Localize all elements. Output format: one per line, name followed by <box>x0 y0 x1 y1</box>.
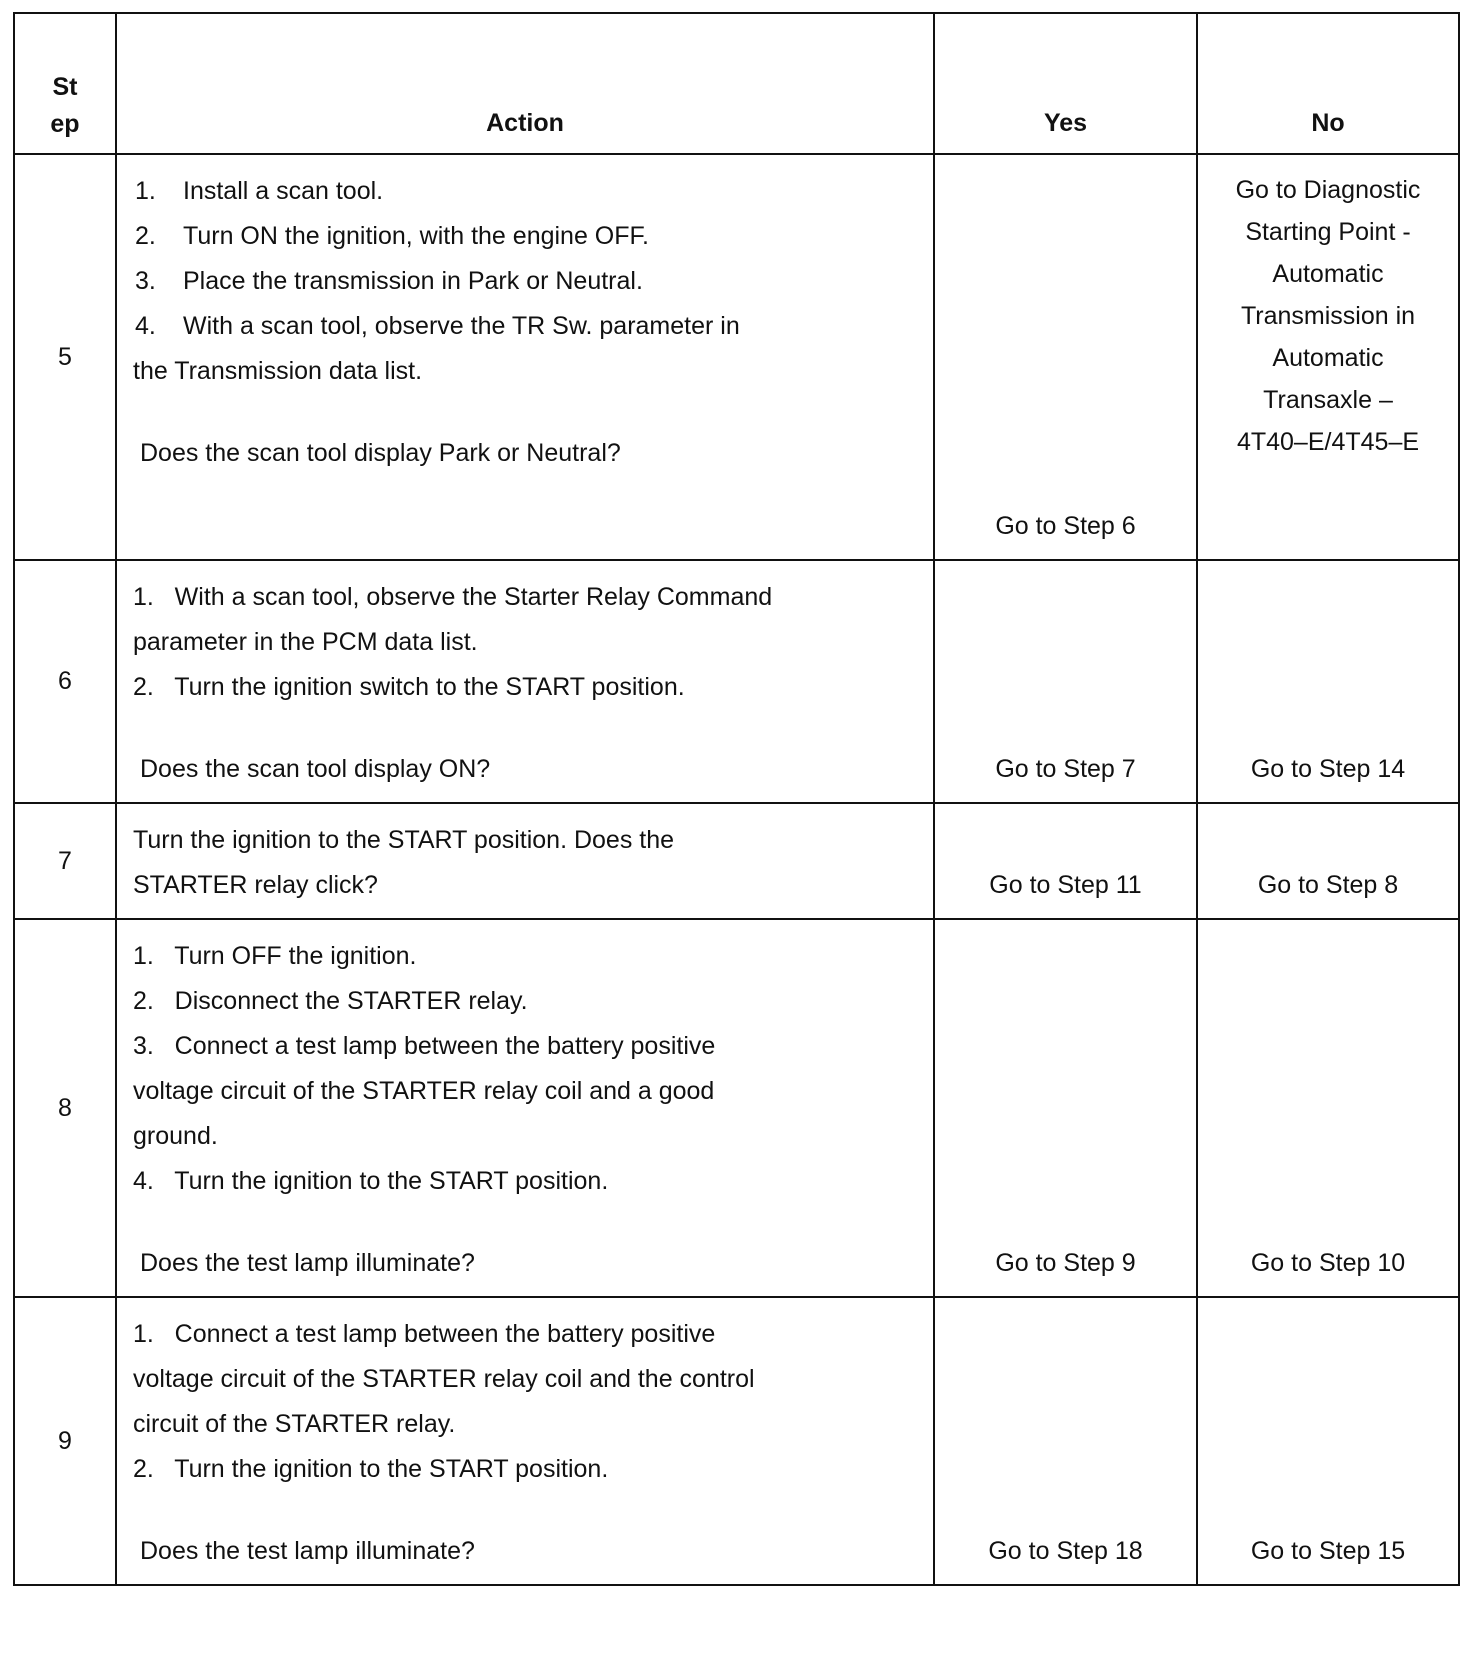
action-line: 2. Disconnect the STARTER relay. <box>133 987 528 1015</box>
no-cell: Go to Step 8 <box>1197 803 1459 919</box>
yes-cell: Go to Step 9 <box>934 919 1197 1297</box>
table-row <box>14 560 1459 803</box>
action-line: circuit of the STARTER relay. <box>133 1410 456 1438</box>
step-number: 6 <box>14 560 116 803</box>
action-line: voltage circuit of the STARTER relay coil and a good <box>133 1077 715 1105</box>
action-line: the Transmission data list. <box>133 357 423 385</box>
action-line: 1. Turn OFF the ignition. <box>133 942 417 970</box>
no-cell: Go to Step 14 <box>1197 560 1459 803</box>
action-line: ground. <box>133 1122 218 1150</box>
action-line: 4. With a scan tool, observe the TR Sw. parameter in <box>135 312 740 340</box>
action-line: parameter in the PCM data list. <box>133 628 478 656</box>
action-line: Turn the ignition to the START position. Does the <box>133 826 675 854</box>
step-number: 8 <box>14 919 116 1297</box>
header-step: St ep <box>14 13 116 154</box>
header-yes: Yes <box>934 13 1197 154</box>
header-action: Action <box>116 13 934 154</box>
action-line: 2. Turn the ignition switch to the START position. <box>133 673 685 701</box>
action-cell <box>116 560 934 803</box>
table-row <box>14 154 1459 560</box>
action-cell <box>116 919 934 1297</box>
yes-cell: Go to Step 18 <box>934 1297 1197 1585</box>
no-cell: Go to Step 15 <box>1197 1297 1459 1585</box>
table-row <box>14 803 1459 919</box>
action-question: Does the scan tool display ON? <box>140 755 491 783</box>
action-line: 3. Connect a test lamp between the battery positive <box>133 1032 716 1060</box>
step-number: 9 <box>14 1297 116 1585</box>
action-line: 3. Place the transmission in Park or Neutral. <box>135 267 643 295</box>
action-line: 1. Connect a test lamp between the battery positive <box>133 1320 716 1348</box>
action-cell <box>116 803 934 919</box>
diagnostic-table <box>13 12 1460 1586</box>
yes-cell: Go to Step 6 <box>934 154 1197 560</box>
action-line: 1. With a scan tool, observe the Starter Relay Command <box>133 583 773 611</box>
action-line: STARTER relay click? <box>133 871 378 899</box>
action-question: Does the test lamp illuminate? <box>140 1249 475 1277</box>
header-row <box>14 13 1459 154</box>
action-cell <box>116 154 934 560</box>
action-question: Does the scan tool display Park or Neutral? <box>140 439 621 467</box>
action-line: 1. Install a scan tool. <box>135 177 384 205</box>
action-line: voltage circuit of the STARTER relay coil and the control <box>133 1365 755 1393</box>
action-cell <box>116 1297 934 1585</box>
header-no: No <box>1197 13 1459 154</box>
action-line: 2. Turn the ignition to the START position. <box>133 1455 609 1483</box>
yes-cell: Go to Step 7 <box>934 560 1197 803</box>
yes-cell: Go to Step 11 <box>934 803 1197 919</box>
action-question: Does the test lamp illuminate? <box>140 1537 475 1565</box>
action-line: 2. Turn ON the ignition, with the engine OFF. <box>135 222 649 250</box>
no-cell: Go to Diagnostic Starting Point - Automatic Transmission in Automatic Transaxle –4T40–E/4T45–E <box>1197 154 1459 560</box>
action-line: 4. Turn the ignition to the START position. <box>133 1167 609 1195</box>
step-number: 7 <box>14 803 116 919</box>
no-cell: Go to Step 10 <box>1197 919 1459 1297</box>
table-row <box>14 1297 1459 1585</box>
step-number: 5 <box>14 154 116 560</box>
table-row <box>14 919 1459 1297</box>
